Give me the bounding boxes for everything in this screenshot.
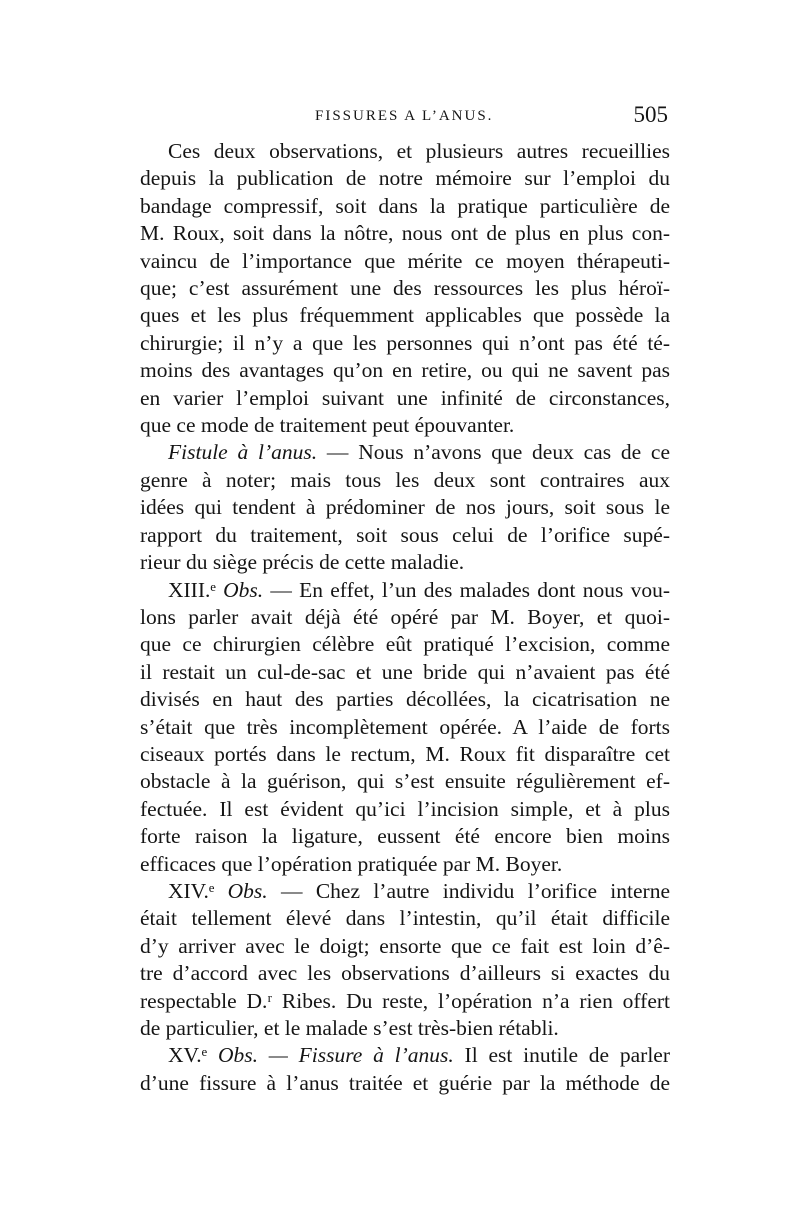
- paragraph: [140, 138, 670, 439]
- text-line: d’y arriver avec le doigt; ensorte que ce fait est loin d’ê-: [140, 933, 670, 958]
- text-line: était tellement élevé dans l’intestin, qu’il était difficile: [140, 906, 670, 931]
- text-line: Ces deux observations, et plusieurs autres recueillies: [168, 139, 670, 163]
- text-line: de particulier, et le malade s’est très-bien rétabli.: [140, 1016, 559, 1040]
- observation-label: Obs.: [223, 577, 264, 602]
- text-line: [140, 878, 670, 905]
- text-line: forte raison la ligature, eussent été encore bien moins: [140, 824, 670, 849]
- text-line: efficaces que l’opération pratiquée par M. Boyer.: [140, 851, 563, 876]
- section-heading: Fistule à l’anus.: [168, 440, 318, 465]
- text-line: tre d’accord avec les observations d’ailleurs si exactes du: [140, 961, 670, 986]
- text-line: que ce mode de traitement peut épouvanter.: [140, 413, 515, 438]
- text-line: ciseaux portés dans le rectum, M. Roux fit disparaître cet: [140, 741, 670, 766]
- page-number: 505: [633, 102, 668, 127]
- text-line: depuis la publication de notre mémoire sur l’emploi du: [140, 166, 670, 191]
- text-line: [140, 577, 670, 604]
- text-line: lons parler avait déjà été opéré par M. Boyer, et quoi-: [140, 604, 670, 629]
- observation-label: Obs. — Fissure à l’anus.: [217, 1043, 454, 1068]
- text-run: — En effet, l’un des malades dont nous vou-: [263, 577, 670, 602]
- text-line: rapport du traitement, soit sous celui de l’orifice supé-: [140, 522, 670, 547]
- text-line: que; c’est assurément une des ressources les plus héroï-: [140, 276, 670, 301]
- paragraph: [140, 1042, 670, 1097]
- text-line: idées qui tendent à prédominer de nos jours, soit sous le: [140, 495, 670, 520]
- paragraph: [140, 577, 670, 878]
- text-run: — Chez l’autre individu l’orifice interne: [267, 878, 671, 903]
- text-line: respectable D.ʳ Ribes. Du reste, l’opération n’a rien offert: [140, 988, 670, 1013]
- text-line: fectuée. Il est évident qu’ici l’incision simple, et à plus: [140, 796, 670, 821]
- text-line: genre à noter; mais tous les deux sont contraires aux: [140, 467, 670, 492]
- text-line: [140, 439, 670, 466]
- text-line: divisés en haut des parties décollées, la cicatrisation ne: [140, 687, 670, 712]
- text-line: chirurgie; il n’y a que les personnes qui n’ont pas été té-: [140, 330, 670, 355]
- text-line: en varier l’emploi suivant une infinité de circonstances,: [140, 385, 670, 410]
- text-run: — Nous n’avons que deux cas de ce: [317, 440, 670, 465]
- text-line: s’était que très incomplètement opérée. A l’aide de forts: [140, 714, 670, 739]
- book-page: [140, 100, 670, 1097]
- text-line: bandage compressif, soit dans la pratique particulière de: [140, 193, 670, 218]
- text-line: obstacle à la guérison, qui s’est ensuite régulièrement ef-: [140, 769, 670, 794]
- paragraph: [140, 439, 670, 576]
- text-line: vaincu de l’importance que mérite ce moyen thérapeuti-: [140, 248, 670, 273]
- text-line: [140, 1042, 670, 1069]
- text-line: ques et les plus fréquemment applicables que possède la: [140, 303, 670, 328]
- paragraph: [140, 878, 670, 1042]
- text-line: d’une fissure à l’anus traitée et guérie par la méthode de: [140, 1070, 670, 1095]
- observation-label: Obs.: [227, 878, 268, 903]
- observation-number: XIV.ᵉ: [168, 878, 215, 903]
- text-line: rieur du siège précis de cette maladie.: [140, 550, 465, 575]
- observation-number: XV.ᵉ: [168, 1043, 208, 1068]
- text-line: M. Roux, soit dans la nôtre, nous ont de plus en plus con-: [140, 221, 670, 246]
- running-head: [140, 100, 670, 138]
- observation-number: XIII.ᵉ: [168, 577, 216, 602]
- text-run: Il est inutile de parler: [453, 1043, 671, 1068]
- running-title: FISSURES A L’ANUS.: [315, 108, 494, 124]
- text-line: que ce chirurgien célèbre eût pratiqué l’excision, comme: [140, 632, 670, 657]
- text-line: il restait un cul-de-sac et une bride qui n’avaient pas été: [140, 659, 670, 684]
- text-line: moins des avantages qu’on en retire, ou qui ne savent pas: [140, 358, 670, 383]
